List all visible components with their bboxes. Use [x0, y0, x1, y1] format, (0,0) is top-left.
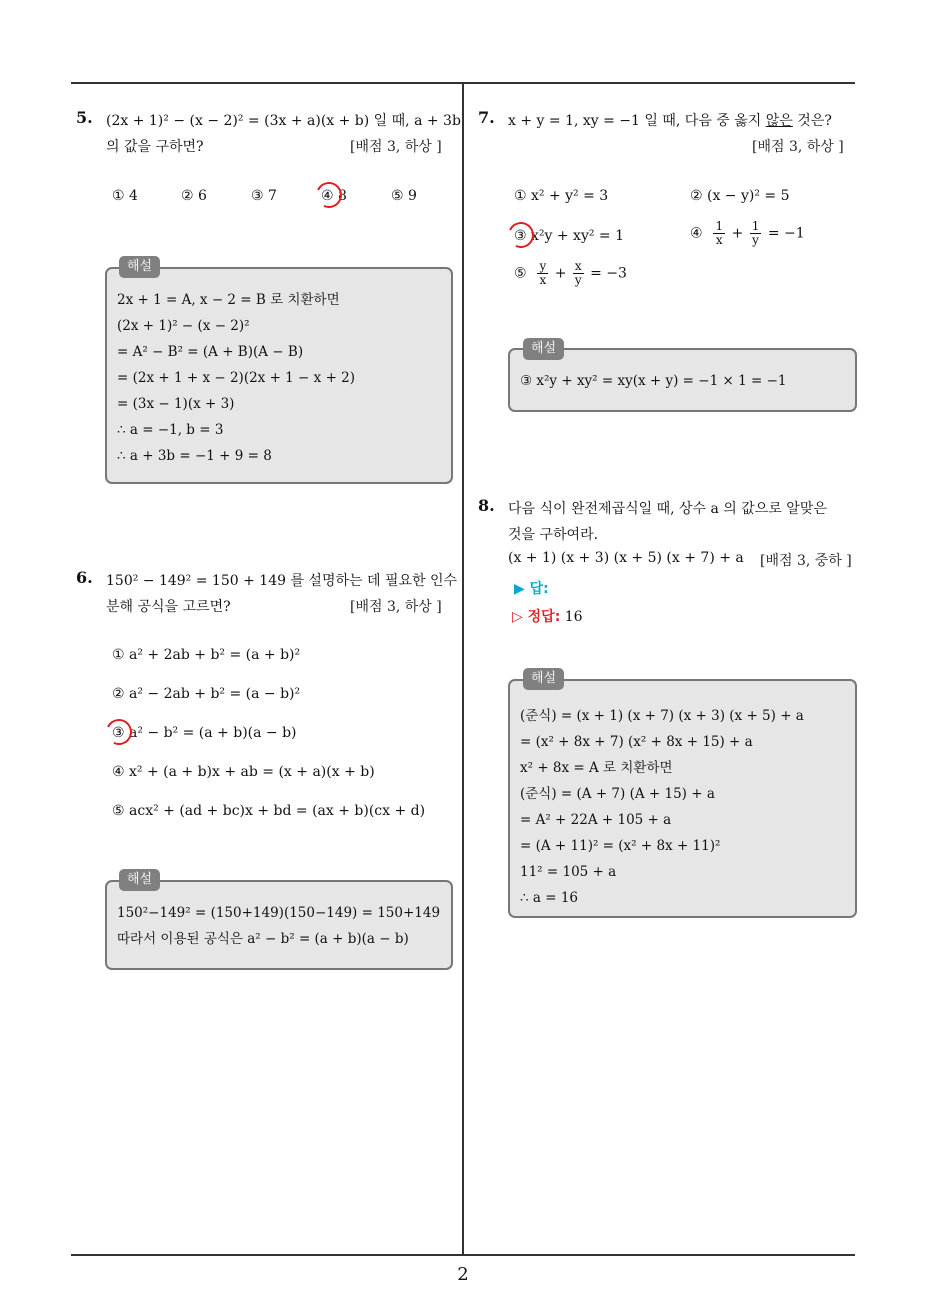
option-tail: = −1 [767, 225, 805, 242]
q7-option-3[interactable]: ③ x²y + xy² = 1 [514, 228, 625, 244]
explanation-line: 11² = 105 + a [520, 864, 617, 880]
q5-option-1[interactable]: ① 4 [112, 188, 138, 204]
plus-sign: + [731, 225, 744, 242]
q6-option-5[interactable]: ⑤ acx² + (ad + bc)x + bd = (ax + b)(cx + d) [112, 803, 426, 819]
q6-option-3[interactable]: ③ a² − b² = (a + b)(a − b) [112, 725, 297, 741]
page-number: 2 [457, 1264, 469, 1285]
q7-explanation-lines [520, 368, 786, 394]
answer-label[interactable]: ▶ 답: [514, 581, 549, 597]
answer-mark-circle [504, 218, 537, 251]
question-6-meta: [배점 3, 하상 ] [350, 599, 442, 615]
question-5-meta: [배점 3, 하상 ] [350, 139, 442, 155]
q7-option-5[interactable] [514, 260, 627, 287]
q6-option-4[interactable]: ④ x² + (a + b)x + ab = (x + a)(x + b) [112, 764, 375, 780]
explanation-line: ③ x²y + xy² = xy(x + y) = −1 × 1 = −1 [520, 373, 787, 389]
denominator: y [752, 233, 759, 247]
question-6-line-1: 150² − 149² = 150 + 149 를 설명하는 데 필요한 인수 [106, 573, 458, 589]
q5-option-2[interactable]: ② 6 [181, 188, 207, 204]
explanation-line: = (A + 11)² = (x² + 8x + 11)² [520, 838, 721, 854]
explanation-line: ∴ a + 3b = −1 + 9 = 8 [117, 448, 272, 464]
option-number: ⑤ [514, 265, 527, 282]
question-7-number: 7. [478, 108, 495, 127]
answer-mark-circle [312, 178, 345, 211]
q7-text-underlined: 않은 [765, 113, 793, 129]
q7-text-pre: x + y = 1, xy = −1 일 때, 다음 중 옳지 [508, 113, 766, 129]
correct-answer-label: ▷ 정답: [512, 609, 561, 625]
q6-option-2[interactable]: ② a² − 2ab + b² = (a − b)² [112, 686, 301, 702]
explanation-line: = A² + 22A + 105 + a [520, 812, 672, 828]
column-divider [462, 83, 464, 1255]
question-7-meta: [배점 3, 하상 ] [752, 139, 844, 155]
explanation-line: (2x + 1)² − (x − 2)² [117, 318, 250, 334]
fraction [750, 220, 762, 247]
numerator: 1 [751, 219, 760, 233]
q5-explanation-tag: 해설 [119, 256, 160, 278]
q6-explanation-lines [117, 900, 440, 952]
q5-option-5[interactable]: ⑤ 9 [391, 188, 417, 204]
question-6-number: 6. [76, 568, 93, 587]
fraction [537, 260, 548, 287]
option-tail: = −3 [590, 265, 627, 282]
explanation-line: ∴ a = 16 [520, 890, 579, 906]
explanation-line: (준식) = (x + 1) (x + 7) (x + 3) (x + 5) + a [520, 708, 804, 724]
explanation-line: = (3x − 1)(x + 3) [117, 396, 235, 412]
question-8-expression: (x + 1) (x + 3) (x + 5) (x + 7) + a [508, 550, 744, 566]
explanation-line: 150²−149² = (150+149)(150−149) = 150+149 [117, 905, 441, 921]
q7-text-post: 것은? [792, 113, 832, 129]
explanation-line: = (x² + 8x + 7) (x² + 8x + 15) + a [520, 734, 753, 750]
explanation-line: ∴ a = −1, b = 3 [117, 422, 224, 438]
numerator: 1 [715, 219, 724, 233]
denominator: x [539, 273, 547, 287]
question-6-line-2: 분해 공식을 고르면? [106, 599, 231, 615]
denominator: y [574, 273, 582, 287]
question-8-meta: [배점 3, 중하 ] [760, 553, 852, 569]
q6-explanation-box [105, 880, 453, 970]
q8-explanation-tag: 해설 [523, 668, 564, 690]
denominator: x [715, 233, 723, 247]
question-8-line-1: 다음 식이 완전제곱식일 때, 상수 a 의 값으로 알맞은 [508, 501, 827, 517]
q8-explanation-box [508, 679, 857, 918]
plus-sign: + [554, 265, 567, 282]
bottom-rule [71, 1254, 855, 1256]
answer-mark-circle [102, 715, 135, 748]
explanation-line: = A² − B² = (A + B)(A − B) [117, 344, 304, 360]
q7-explanation-tag: 해설 [523, 338, 564, 360]
explanation-line: 따라서 이용된 공식은 a² − b² = (a + b)(a − b) [117, 931, 409, 947]
q7-option-1[interactable]: ① x² + y² = 3 [514, 188, 609, 204]
explanation-line: (준식) = (A + 7) (A + 15) + a [520, 786, 715, 802]
numerator: y [539, 259, 547, 273]
q5-explanation-lines [117, 287, 355, 469]
fraction [713, 220, 725, 247]
question-5-line-1: (2x + 1)² − (x − 2)² = (3x + a)(x + b) 일 때, a + 3b [106, 113, 461, 129]
numerator: x [574, 259, 582, 273]
question-8-line-2: 것을 구하여라. [508, 527, 599, 543]
q5-option-4[interactable]: ④ 8 [321, 188, 347, 204]
question-7-line-1 [508, 110, 832, 130]
explanation-line: x² + 8x = A 로 치환하면 [520, 760, 673, 776]
fraction [573, 260, 584, 287]
explanation-line: 2x + 1 = A, x − 2 = B 로 치환하면 [117, 292, 340, 308]
q8-explanation-lines [520, 703, 804, 911]
question-8-number: 8. [478, 496, 495, 515]
explanation-line: = (2x + 1 + x − 2)(2x + 1 − x + 2) [117, 370, 356, 386]
question-5-number: 5. [76, 108, 93, 127]
correct-answer-row [512, 606, 583, 626]
q5-option-3[interactable]: ③ 7 [251, 188, 277, 204]
question-5-line-2: 의 값을 구하면? [106, 139, 204, 155]
q7-option-2[interactable]: ② (x − y)² = 5 [690, 188, 790, 204]
option-number: ④ [690, 225, 703, 242]
q6-explanation-tag: 해설 [119, 869, 160, 891]
q6-option-1[interactable]: ① a² + 2ab + b² = (a + b)² [112, 647, 301, 663]
q5-explanation-box [105, 267, 453, 484]
q7-option-4[interactable] [690, 220, 805, 247]
correct-answer-value: 16 [564, 609, 583, 625]
